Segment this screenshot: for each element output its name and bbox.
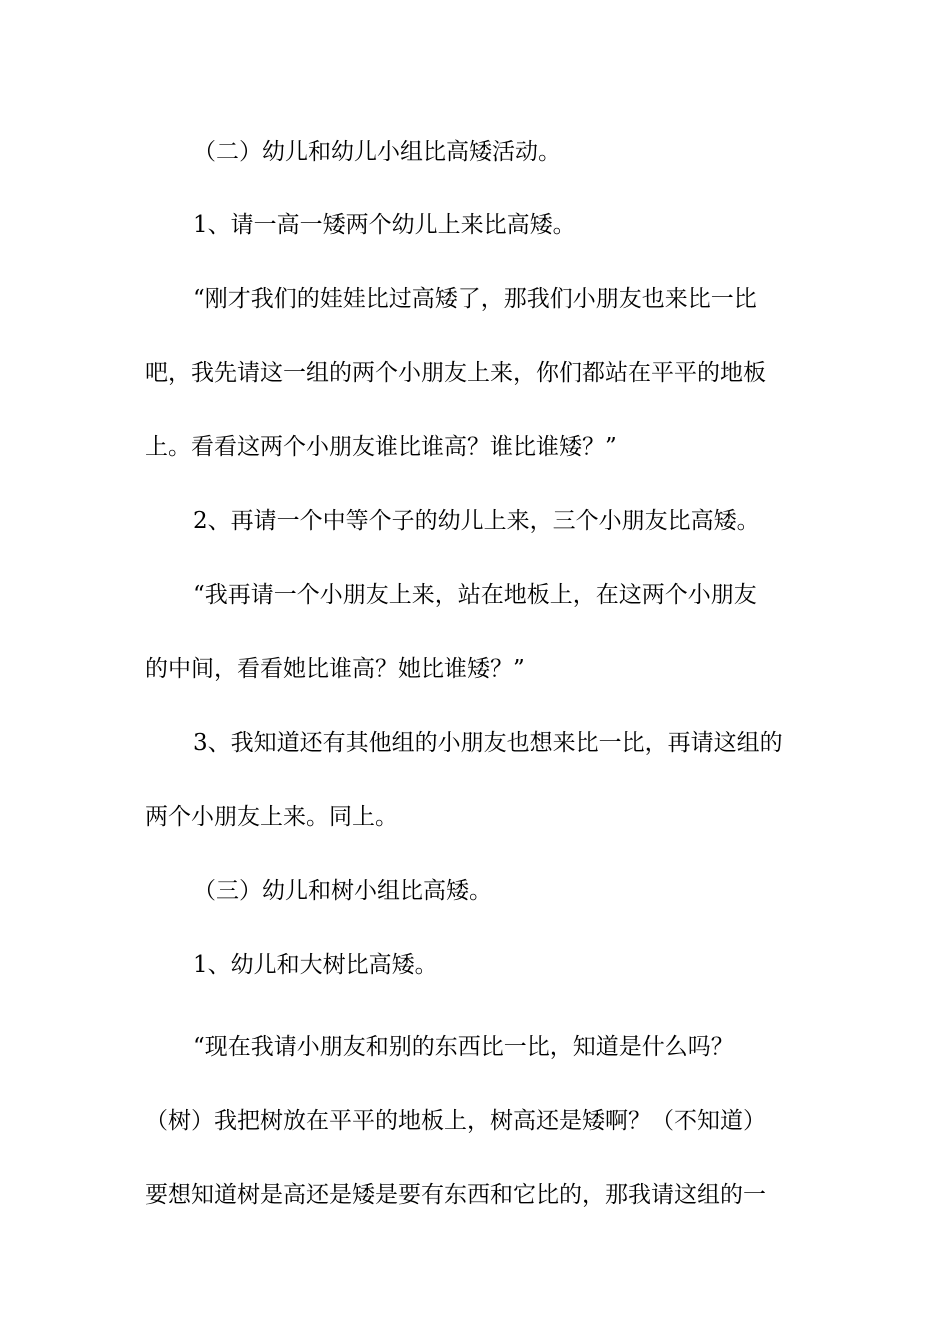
paragraph-line: （树）我把树放在平平的地板上，树高还是矮啊？（不知道） bbox=[145, 1108, 766, 1134]
paragraph-line: 1、请一高一矮两个幼儿上来比高矮。 bbox=[193, 212, 576, 238]
paragraph-line: 3、我知道还有其他组的小朋友也想来比一比，再请这组的 bbox=[193, 730, 783, 756]
section-heading-2: （二）幼儿和幼儿小组比高矮活动。 bbox=[193, 139, 561, 165]
paragraph-line: 两个小朋友上来。同上。 bbox=[145, 804, 398, 830]
paragraph-line: 1、幼儿和大树比高矮。 bbox=[193, 952, 438, 978]
paragraph-line: 的中间，看看她比谁高？她比谁矮？” bbox=[145, 656, 525, 682]
section-heading-3: （三）幼儿和树小组比高矮。 bbox=[193, 878, 492, 904]
paragraph-line: 上。看看这两个小朋友谁比谁高？谁比谁矮？” bbox=[145, 434, 617, 460]
paragraph-line: “刚才我们的娃娃比过高矮了，那我们小朋友也来比一比 bbox=[193, 286, 757, 312]
paragraph-line: 要想知道树是高还是矮是要有东西和它比的，那我请这组的一 bbox=[145, 1182, 766, 1208]
paragraph-line: “我再请一个小朋友上来，站在地板上，在这两个小朋友 bbox=[193, 582, 757, 608]
paragraph-line: 2、再请一个中等个子的幼儿上来，三个小朋友比高矮。 bbox=[193, 508, 760, 534]
paragraph-line: “现在我请小朋友和别的东西比一比，知道是什么吗？ bbox=[193, 1034, 734, 1060]
paragraph-line: 吧，我先请这一组的两个小朋友上来，你们都站在平平的地板 bbox=[145, 360, 766, 386]
